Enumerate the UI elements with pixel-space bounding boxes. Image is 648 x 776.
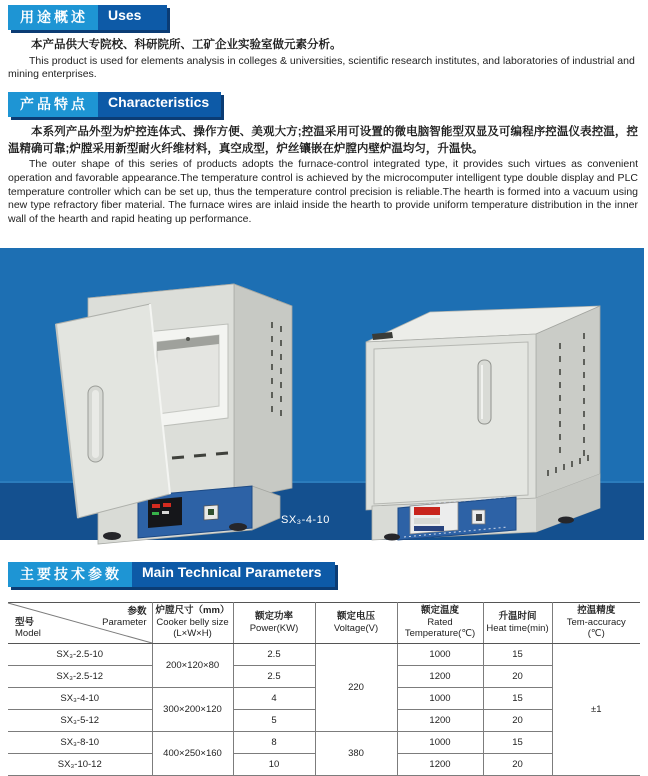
heat-cell: 15 (483, 687, 552, 709)
section-title-en: Uses (98, 5, 167, 30)
section-title-cn: 产品特点 (8, 92, 98, 117)
technical-parameters-table (8, 602, 640, 776)
door-handle (478, 360, 491, 424)
voltage-cell: 220 (315, 643, 397, 731)
photo-caption: SX₃-4-10 (281, 513, 330, 526)
temp-cell: 1000 (397, 731, 483, 753)
product-photo-panel (0, 248, 644, 540)
section-title-en: Main Technical Parameters (132, 562, 335, 587)
model-cell: SX₃-8-10 (8, 731, 152, 753)
col-header-power: 额定功率 Power(KW) (233, 602, 315, 643)
accuracy-cell: ±1 (552, 643, 640, 775)
furnace-door-closed (374, 342, 528, 504)
temp-cell: 1200 (397, 709, 483, 731)
table-corner-cell (8, 602, 152, 643)
size-cell: 400×250×160 (152, 731, 233, 775)
corner-param-cn: 参数 (127, 605, 147, 617)
furnace-photo-illustration (0, 248, 644, 540)
section-title-cn: 用途概述 (8, 5, 98, 30)
col-header-size: 炉膛尺寸（mm） Cooker belly size (L×W×H) (152, 602, 233, 643)
power-cell: 8 (233, 731, 315, 753)
model-cell: SX₃-2.5-10 (8, 643, 152, 665)
table-row (8, 731, 640, 753)
corner-model-en: Model (15, 628, 41, 640)
heat-cell: 15 (483, 731, 552, 753)
col-header-heat-time: 升温时间 Heat time(min) (483, 602, 552, 643)
power-cell: 2.5 (233, 643, 315, 665)
heat-cell: 20 (483, 753, 552, 775)
power-cell: 5 (233, 709, 315, 731)
uses-paragraph (8, 37, 638, 82)
section-header-parameters (8, 562, 335, 587)
furnace-open-door-photo (56, 284, 292, 544)
heat-cell: 15 (483, 643, 552, 665)
temp-cell: 1200 (397, 665, 483, 687)
temp-cell: 1000 (397, 687, 483, 709)
heat-cell: 20 (483, 665, 552, 687)
heat-cell: 20 (483, 709, 552, 731)
uses-text-en: This product is used for elements analysis in colleges & universities, scientific research institutes, and laboratories of industrial and mining enterprises. (8, 54, 635, 81)
characteristics-text-cn: 本系列产品外型为炉控连体式、操作方便、美观大方;控温采用可设置的微电脑智能型双显及可编程序控温仪表控温，控温精确可靠;炉膛采用新型耐火纤维材料，真空成型，炉丝镶嵌在炉膛内壁炉温均匀，升温快。 (8, 125, 638, 155)
uses-text-cn: 本产品供大专院校、科研院所、工矿企业实验室做元素分析。 (31, 39, 342, 51)
power-cell: 10 (233, 753, 315, 775)
power-cell: 4 (233, 687, 315, 709)
furnace-closed-photo (366, 306, 600, 541)
model-cell: SX₃-10-12 (8, 753, 152, 775)
model-cell: SX₃-4-10 (8, 687, 152, 709)
size-cell: 300×200×120 (152, 687, 233, 731)
col-header-temperature: 额定温度 Rated Temperature(℃) (397, 602, 483, 643)
corner-model-cn: 型号 (15, 616, 35, 628)
col-header-voltage: 额定电压 Voltage(V) (315, 602, 397, 643)
characteristics-text-en: The outer shape of this series of products adopts the furnace-control integrated type, it provides such virtues as convenient operation and favorable appearance.The temperature control is achieved by the microcomputer intelligent type double display and PLC temperature controller which can be set up, thus the temperature control precision is reliable.The hearth is formed into a vacuum using new type refractory fiber material. The furnace wires are inlaid inside the hearth to provide uniform temperature distribution in the inner wall of the hearth and rapid heating up performance. (8, 158, 638, 225)
section-header-uses (8, 5, 167, 30)
model-cell: SX₃-2.5-12 (8, 665, 152, 687)
section-title-en: Characteristics (98, 92, 221, 117)
power-cell: 2.5 (233, 665, 315, 687)
model-cell: SX₃-5-12 (8, 709, 152, 731)
section-header-characteristics (8, 92, 221, 117)
corner-param-en: Parameter (102, 616, 147, 628)
section-title-cn: 主要技术参数 (8, 562, 132, 587)
temp-cell: 1200 (397, 753, 483, 775)
characteristics-paragraph (8, 124, 638, 227)
voltage-cell: 380 (315, 731, 397, 775)
table-row (8, 643, 640, 665)
size-cell: 200×120×80 (152, 643, 233, 687)
temp-cell: 1000 (397, 643, 483, 665)
col-header-accuracy: 控温精度 Tem-accuracy (℃) (552, 602, 640, 643)
